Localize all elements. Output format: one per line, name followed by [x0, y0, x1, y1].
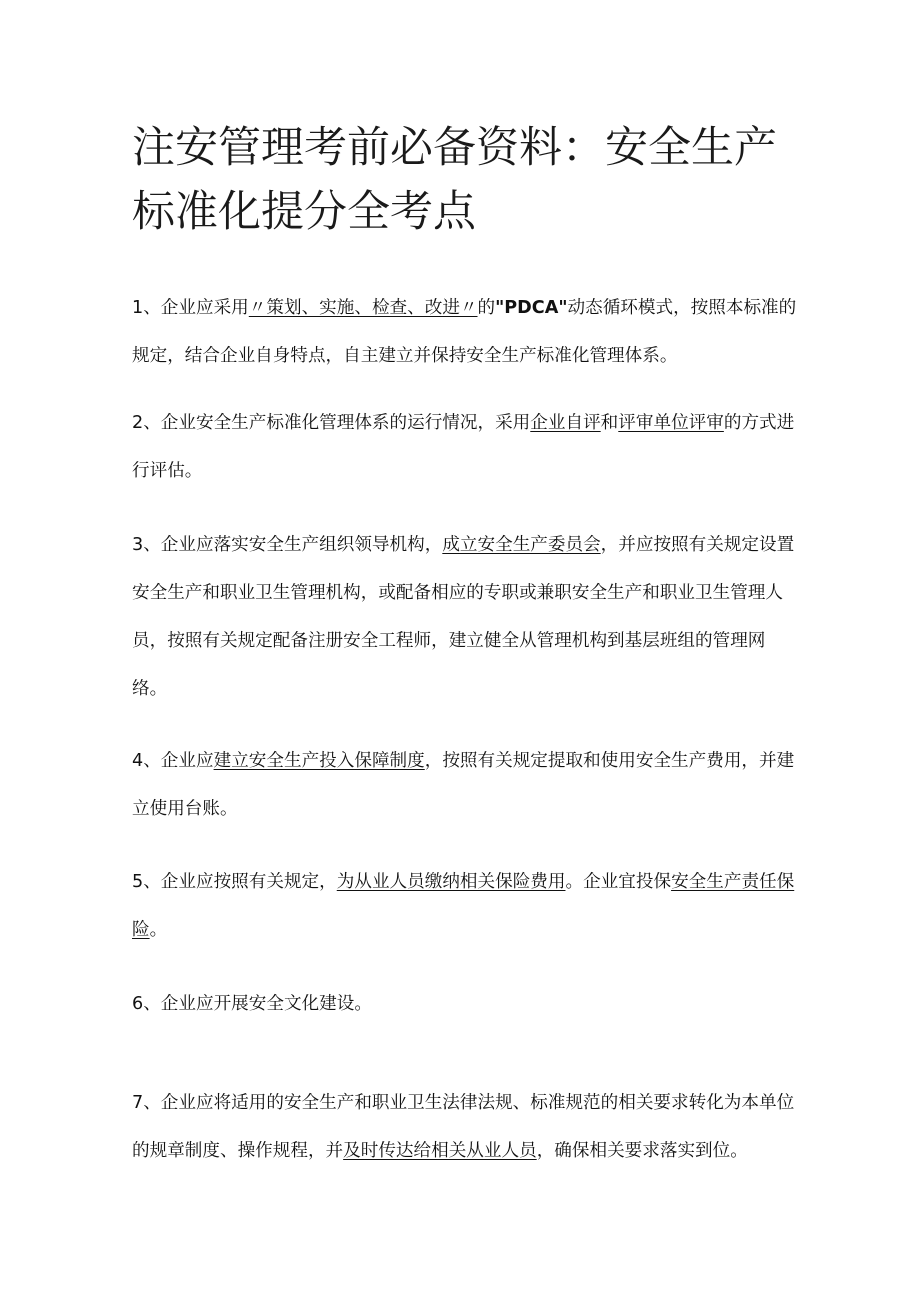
item-text: 企业应将适用的安全生产和职业卫生法律法规、标准规范的相关要求转化为本单位的规章制度、操作规程，并 — [132, 1093, 795, 1161]
item-text: 企业安全生产标准化管理体系的运行情况，采用 — [160, 413, 531, 433]
underlined-key-term: 〃策划、实施、检查、改进〃 — [248, 298, 478, 318]
item-text: 。 — [149, 920, 168, 940]
item-number: 6、 — [132, 994, 161, 1014]
list-item — [132, 1079, 797, 1175]
item-text: 企业应按照有关规定， — [160, 872, 337, 892]
item-text: 。企业宜投保 — [565, 872, 672, 892]
item-text: ，并应按照有关规定设置安全生产和职业卫生管理机构，或配备相应的专职或兼职安全生产和职业卫生管理人员，按照有关规定配备注册安全工程师，建立健全从管理机构到基层班组的管理网络。 — [132, 535, 795, 699]
list-item — [132, 521, 797, 713]
underlined-key-term: 安全生产责任保险 — [132, 872, 795, 940]
item-text: 企业应 — [160, 751, 214, 771]
item-number: 5、 — [132, 872, 161, 892]
list-item — [132, 858, 797, 954]
item-text: 企业应开展安全文化建设。 — [160, 994, 372, 1014]
item-text: 企业应落实安全生产组织领导机构， — [160, 535, 443, 555]
item-text: 的 — [477, 298, 496, 318]
list-item — [132, 980, 797, 1028]
item-text: 的方式进行评估。 — [132, 413, 795, 481]
page-title: 注安管理考前必备资料：安全生产标准化提分全考点 — [132, 123, 777, 237]
item-text: 企业应采用 — [160, 298, 249, 318]
item-number: 2、 — [132, 413, 161, 433]
underlined-key-term: 成立安全生产委员会 — [442, 535, 601, 555]
underlined-key-term: 及时传达给相关从业人员 — [343, 1141, 537, 1161]
underlined-key-term: 企业自评 — [530, 413, 601, 433]
bold-term: "PDCA" — [495, 298, 568, 318]
underlined-key-term: 为从业人员缴纳相关保险费用 — [336, 872, 566, 892]
item-number: 3、 — [132, 535, 161, 555]
item-text: ，按照有关规定提取和使用安全生产费用，并建立使用台账。 — [132, 751, 795, 819]
item-text: 动态循环模式，按照本标准的规定，结合企业自身特点，自主建立并保持安全生产标准化管理体系。 — [132, 298, 797, 366]
item-number: 7、 — [132, 1093, 161, 1113]
list-item — [132, 284, 797, 380]
underlined-key-term: 建立安全生产投入保障制度 — [213, 751, 425, 771]
list-item — [132, 737, 797, 833]
list-item — [132, 399, 797, 495]
item-number: 4、 — [132, 751, 161, 771]
item-number: 1、 — [132, 298, 161, 318]
underlined-key-term: 评审单位评审 — [618, 413, 724, 433]
item-text: ，确保相关要求落实到位。 — [536, 1141, 748, 1161]
item-text: 和 — [600, 413, 619, 433]
